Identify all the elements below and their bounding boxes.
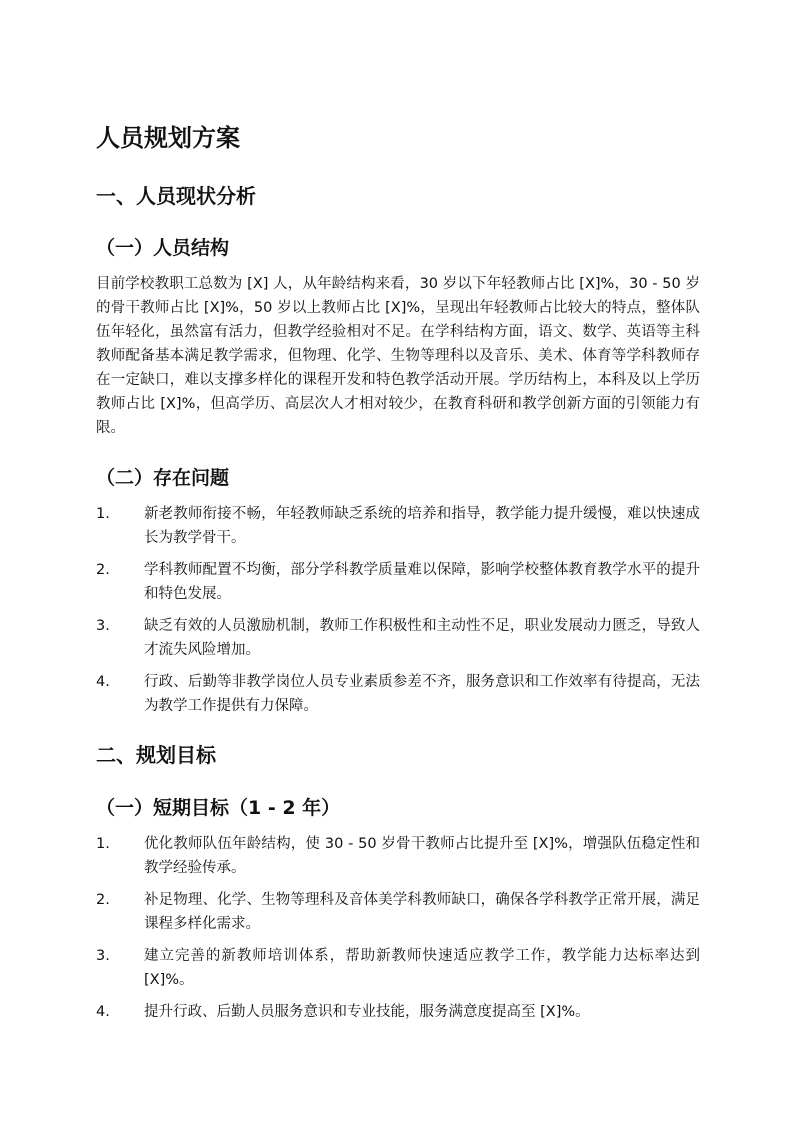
list-item <box>96 888 700 936</box>
list-item-text: 缺乏有效的人员激励机制，教师工作积极性和主动性不足，职业发展动力匮乏，导致人才流失风险增加。 <box>144 618 700 658</box>
page-title: 人员规划方案 <box>96 124 240 152</box>
list-item-text: 提升行政、后勤人员服务意识和专业技能，服务满意度提高至 [X]%。 <box>144 1004 590 1020</box>
list-item-number: 2. <box>96 562 110 578</box>
list-item-number: 4. <box>96 1004 110 1020</box>
list-item <box>96 944 700 992</box>
list-item <box>96 832 700 880</box>
list-item <box>96 502 700 550</box>
list-item-text: 新老教师衔接不畅，年轻教师缺乏系统的培养和指导，教学能力提升缓慢，难以快速成长为教学骨干。 <box>144 506 700 546</box>
subsection-heading-short-term-goals: （一）短期目标（1 - 2 年） <box>96 797 341 819</box>
list-item <box>96 614 700 662</box>
staff-structure-paragraph: 目前学校教职工总数为 [X] 人，从年龄结构来看，30 岁以下年轻教师占比 [X]%，30 - 50 岁的骨干教师占比 [X]%，50 岁以上教师占比 [X]%，呈现出年轻教师占比较大的特点，整体队伍年轻化，虽然富有活力，但教学经验相对不足。在学科结构方面，语文、数学、英语等主科教师配备基本满足教学需求，但物理、化学、生物等理科以及音乐、美术、体育等学科教师存在一定缺口，难以支撑多样化的课程开发和特色教学活动开展。学历结构上，本科及以上学历教师占比 [X]%，但高学历、高层次人才相对较少，在教育科研和教学创新方面的引领能力有限。 <box>96 276 700 436</box>
problems-list <box>96 502 700 726</box>
section-heading-planning-goals: 二、规划目标 <box>96 743 216 767</box>
subsection-heading-staff-structure: （一）人员结构 <box>96 237 230 259</box>
list-item-number: 2. <box>96 892 110 908</box>
list-item-text: 补足物理、化学、生物等理科及音体美学科教师缺口，确保各学科教学正常开展，满足课程多样化需求。 <box>144 892 700 932</box>
list-item-number: 3. <box>96 948 110 964</box>
list-item <box>96 558 700 606</box>
list-item-text: 建立完善的新教师培训体系，帮助新教师快速适应教学工作，教学能力达标率达到 [X]%。 <box>144 948 700 988</box>
list-item <box>96 670 700 718</box>
short-term-goals-list <box>96 832 700 1032</box>
list-item <box>96 1000 700 1024</box>
list-item-number: 3. <box>96 618 110 634</box>
list-item-number: 4. <box>96 674 110 690</box>
list-item-number: 1. <box>96 506 110 522</box>
list-item-text: 优化教师队伍年龄结构，使 30 - 50 岁骨干教师占比提升至 [X]%，增强队伍稳定性和教学经验传承。 <box>144 836 700 876</box>
list-item-text: 行政、后勤等非教学岗位人员专业素质参差不齐，服务意识和工作效率有待提高，无法为教学工作提供有力保障。 <box>144 674 700 714</box>
section-heading-current-analysis: 一、人员现状分析 <box>96 184 256 208</box>
list-item-number: 1. <box>96 836 110 852</box>
subsection-heading-existing-problems: （二）存在问题 <box>96 467 230 489</box>
list-item-text: 学科教师配置不均衡，部分学科教学质量难以保障，影响学校整体教育教学水平的提升和特色发展。 <box>144 562 700 602</box>
